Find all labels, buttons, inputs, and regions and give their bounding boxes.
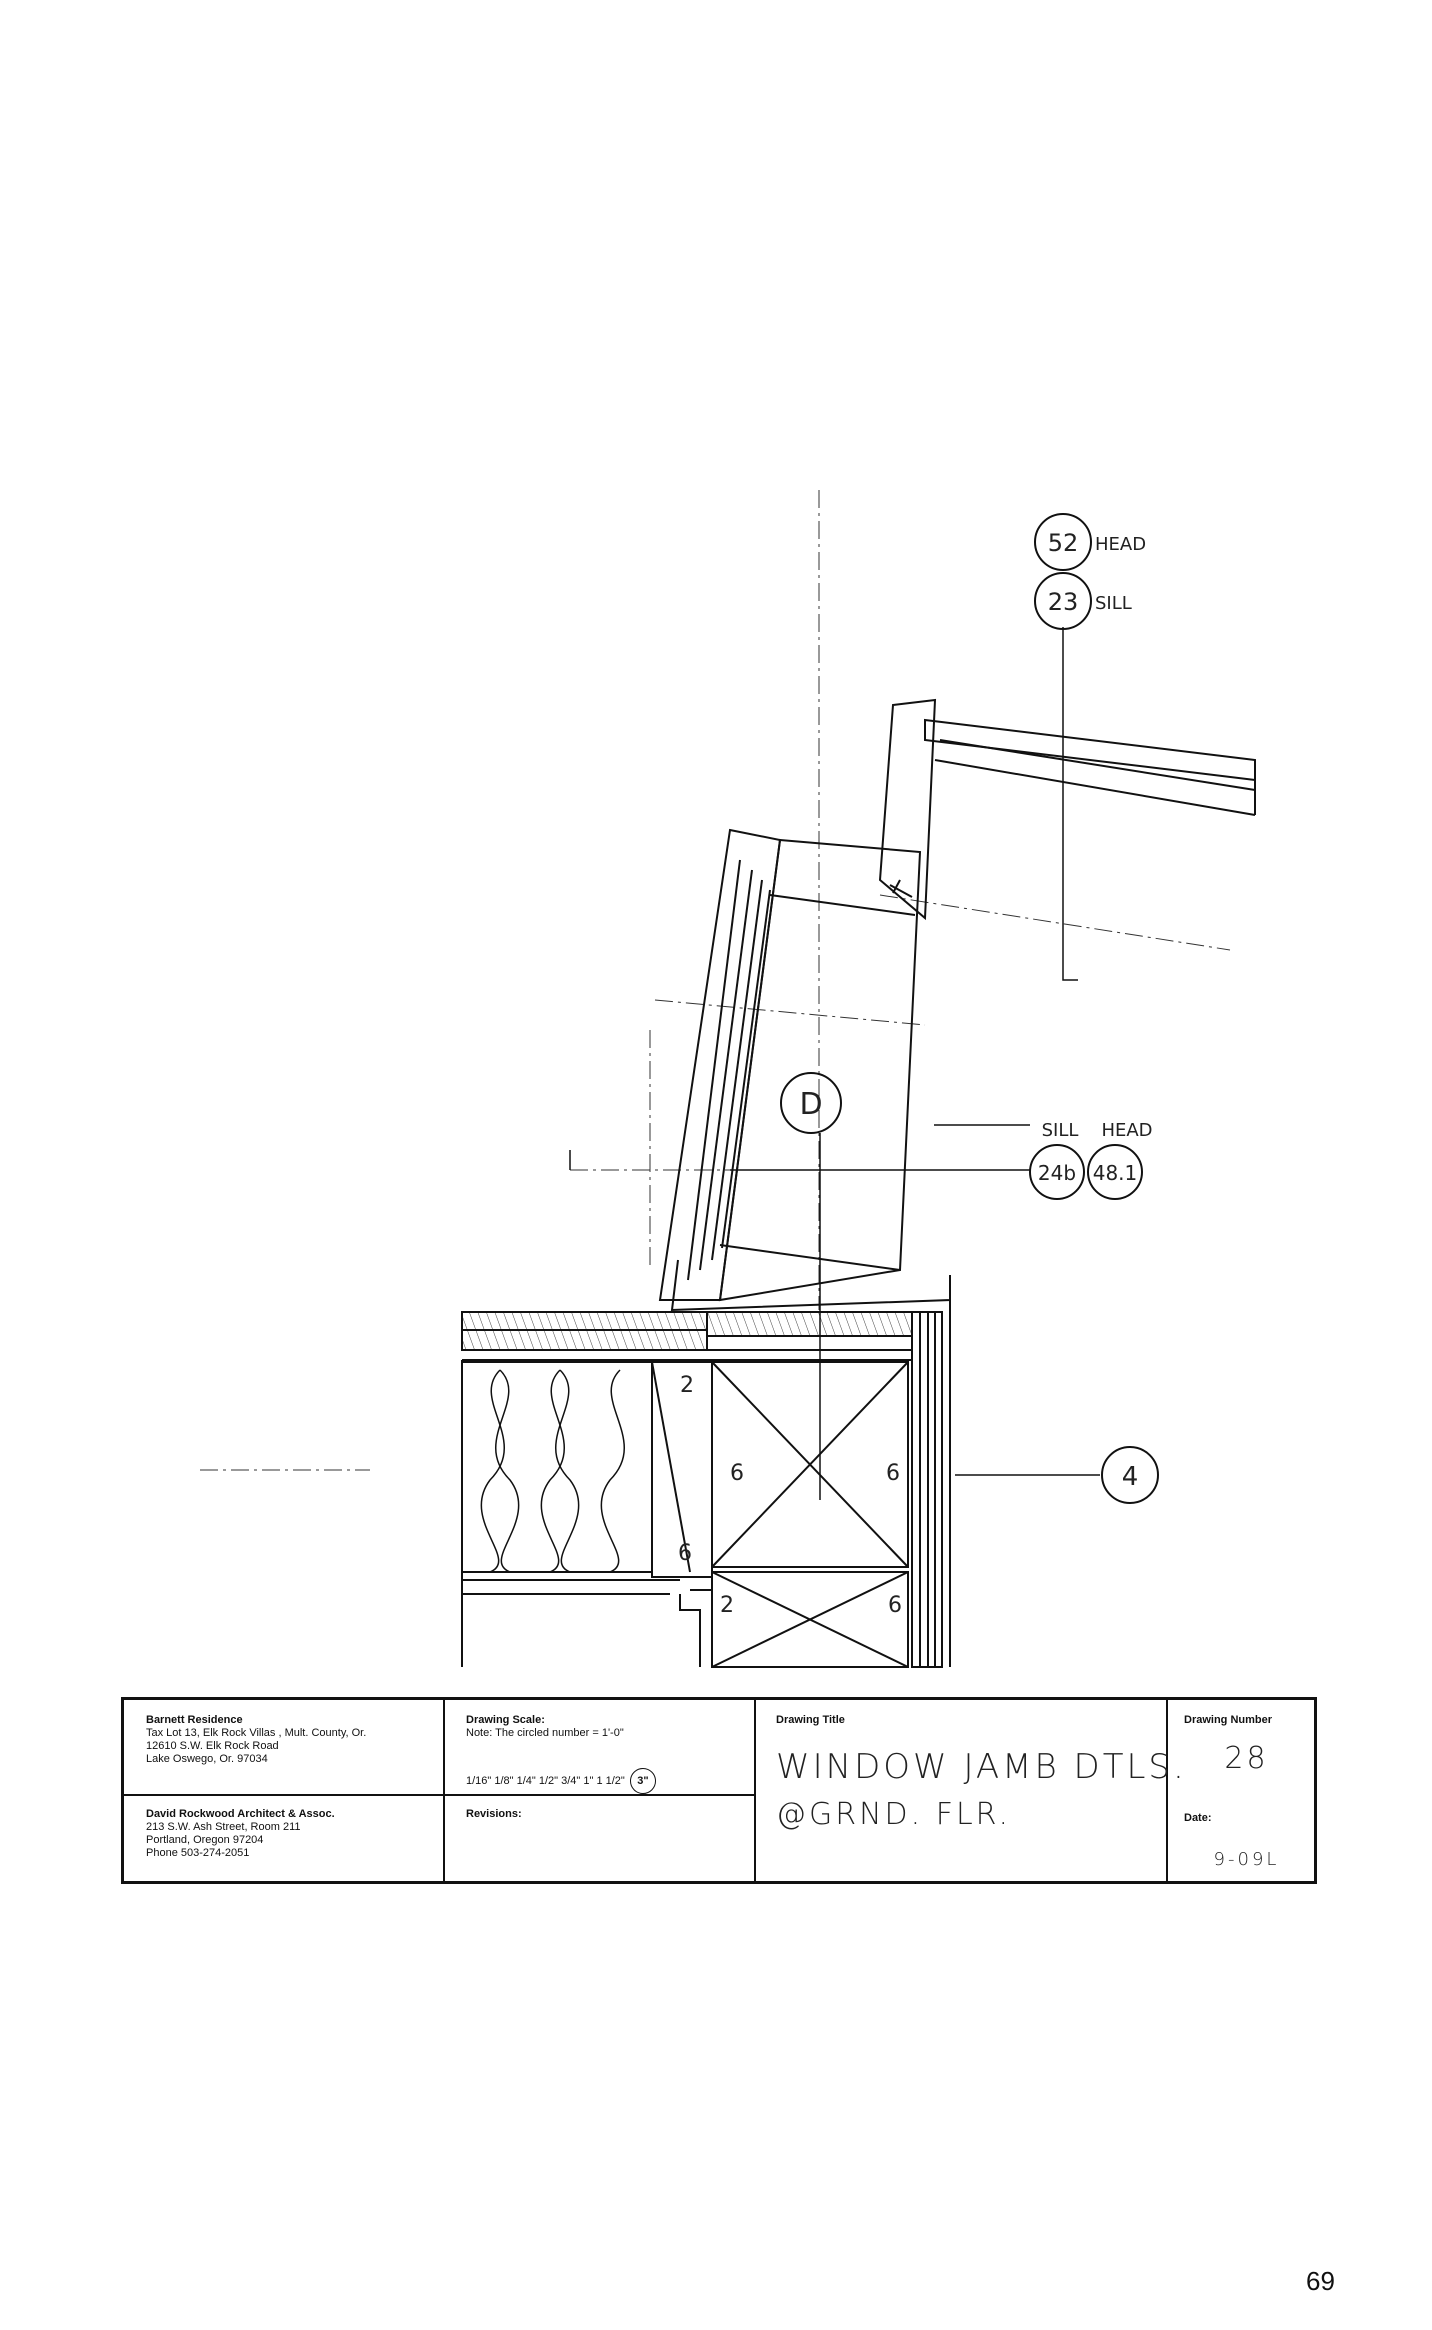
angled-window-frame — [660, 700, 1255, 1310]
dimension: 6 — [886, 1461, 900, 1486]
divider — [754, 1700, 756, 1881]
head-detail-number-mid: 48.1 — [1092, 1161, 1138, 1185]
drawing-scale — [466, 1714, 751, 1794]
drawing-title-line-2: @GRND. FLR. — [776, 1797, 1011, 1832]
scale-note: Note: The circled number = 1'-0" — [466, 1727, 624, 1739]
project-line: Lake Oswego, Or. 97034 — [146, 1753, 268, 1765]
sill-label-mid: SILL — [1041, 1120, 1079, 1141]
project-line: Tax Lot 13, Elk Rock Villas , Mult. County, Or. — [146, 1727, 367, 1739]
drawing-number-label: Drawing Number — [1184, 1714, 1273, 1726]
dimension: 6 — [888, 1593, 902, 1618]
selected-scale: 3" — [630, 1768, 656, 1794]
dimension: 6 — [730, 1461, 744, 1486]
page-number: 69 — [1306, 2266, 1335, 2296]
revisions — [466, 1808, 746, 1821]
scale-options-row — [466, 1768, 751, 1794]
sill-detail-number: 23 — [1047, 588, 1079, 616]
drawing-number: 28 — [1224, 1741, 1269, 1776]
wall-reference-number: 4 — [1121, 1462, 1139, 1492]
wall-reference-4 — [1102, 1447, 1158, 1503]
drawing-number-cell — [1184, 1714, 1309, 1776]
sill-label: SILL — [1095, 593, 1132, 614]
divider — [1166, 1700, 1168, 1881]
project-name: Barnett Residence — [146, 1714, 243, 1726]
head-label: HEAD — [1095, 534, 1147, 555]
architect-line: 213 S.W. Ash Street, Room 211 — [146, 1821, 301, 1833]
callout-head-sill-top — [1035, 514, 1146, 629]
date-value: 9-09L — [1213, 1849, 1280, 1870]
drawing-title-line-1: WINDOW JAMB DTLS. — [776, 1747, 1187, 1787]
title-block — [121, 1697, 1317, 1884]
scale-label: Drawing Scale: — [466, 1714, 545, 1726]
drawing-title-label: Drawing Title — [776, 1714, 845, 1726]
callout-sill-head-mid — [1030, 1120, 1153, 1199]
date-cell — [1184, 1812, 1309, 1870]
architect-info — [146, 1808, 436, 1860]
section-mark-d — [781, 1073, 841, 1133]
project-info — [146, 1714, 436, 1766]
divider — [443, 1700, 445, 1881]
section-letter: D — [799, 1087, 823, 1122]
revisions-label: Revisions: — [466, 1808, 522, 1820]
sill-detail-number-mid: 24b — [1037, 1161, 1077, 1185]
dimension: 2 — [680, 1373, 694, 1398]
date-label: Date: — [1184, 1812, 1212, 1824]
project-line: 12610 S.W. Elk Rock Road — [146, 1740, 279, 1752]
drawing-title — [776, 1714, 1187, 1832]
dimension: 2 — [720, 1593, 734, 1618]
architect-line: Phone 503-274-2051 — [146, 1847, 250, 1859]
divider — [124, 1794, 754, 1796]
head-detail-number: 52 — [1047, 529, 1079, 557]
head-label-mid: HEAD — [1101, 1120, 1153, 1141]
architect-line: Portland, Oregon 97204 — [146, 1834, 264, 1846]
wall-section — [462, 1275, 950, 1667]
architect-name: David Rockwood Architect & Assoc. — [146, 1808, 335, 1820]
scale-options: 1/16" 1/8" 1/4" 1/2" 3/4" 1" 1 1/2" — [466, 1775, 625, 1787]
dimension: 6 — [678, 1541, 692, 1566]
